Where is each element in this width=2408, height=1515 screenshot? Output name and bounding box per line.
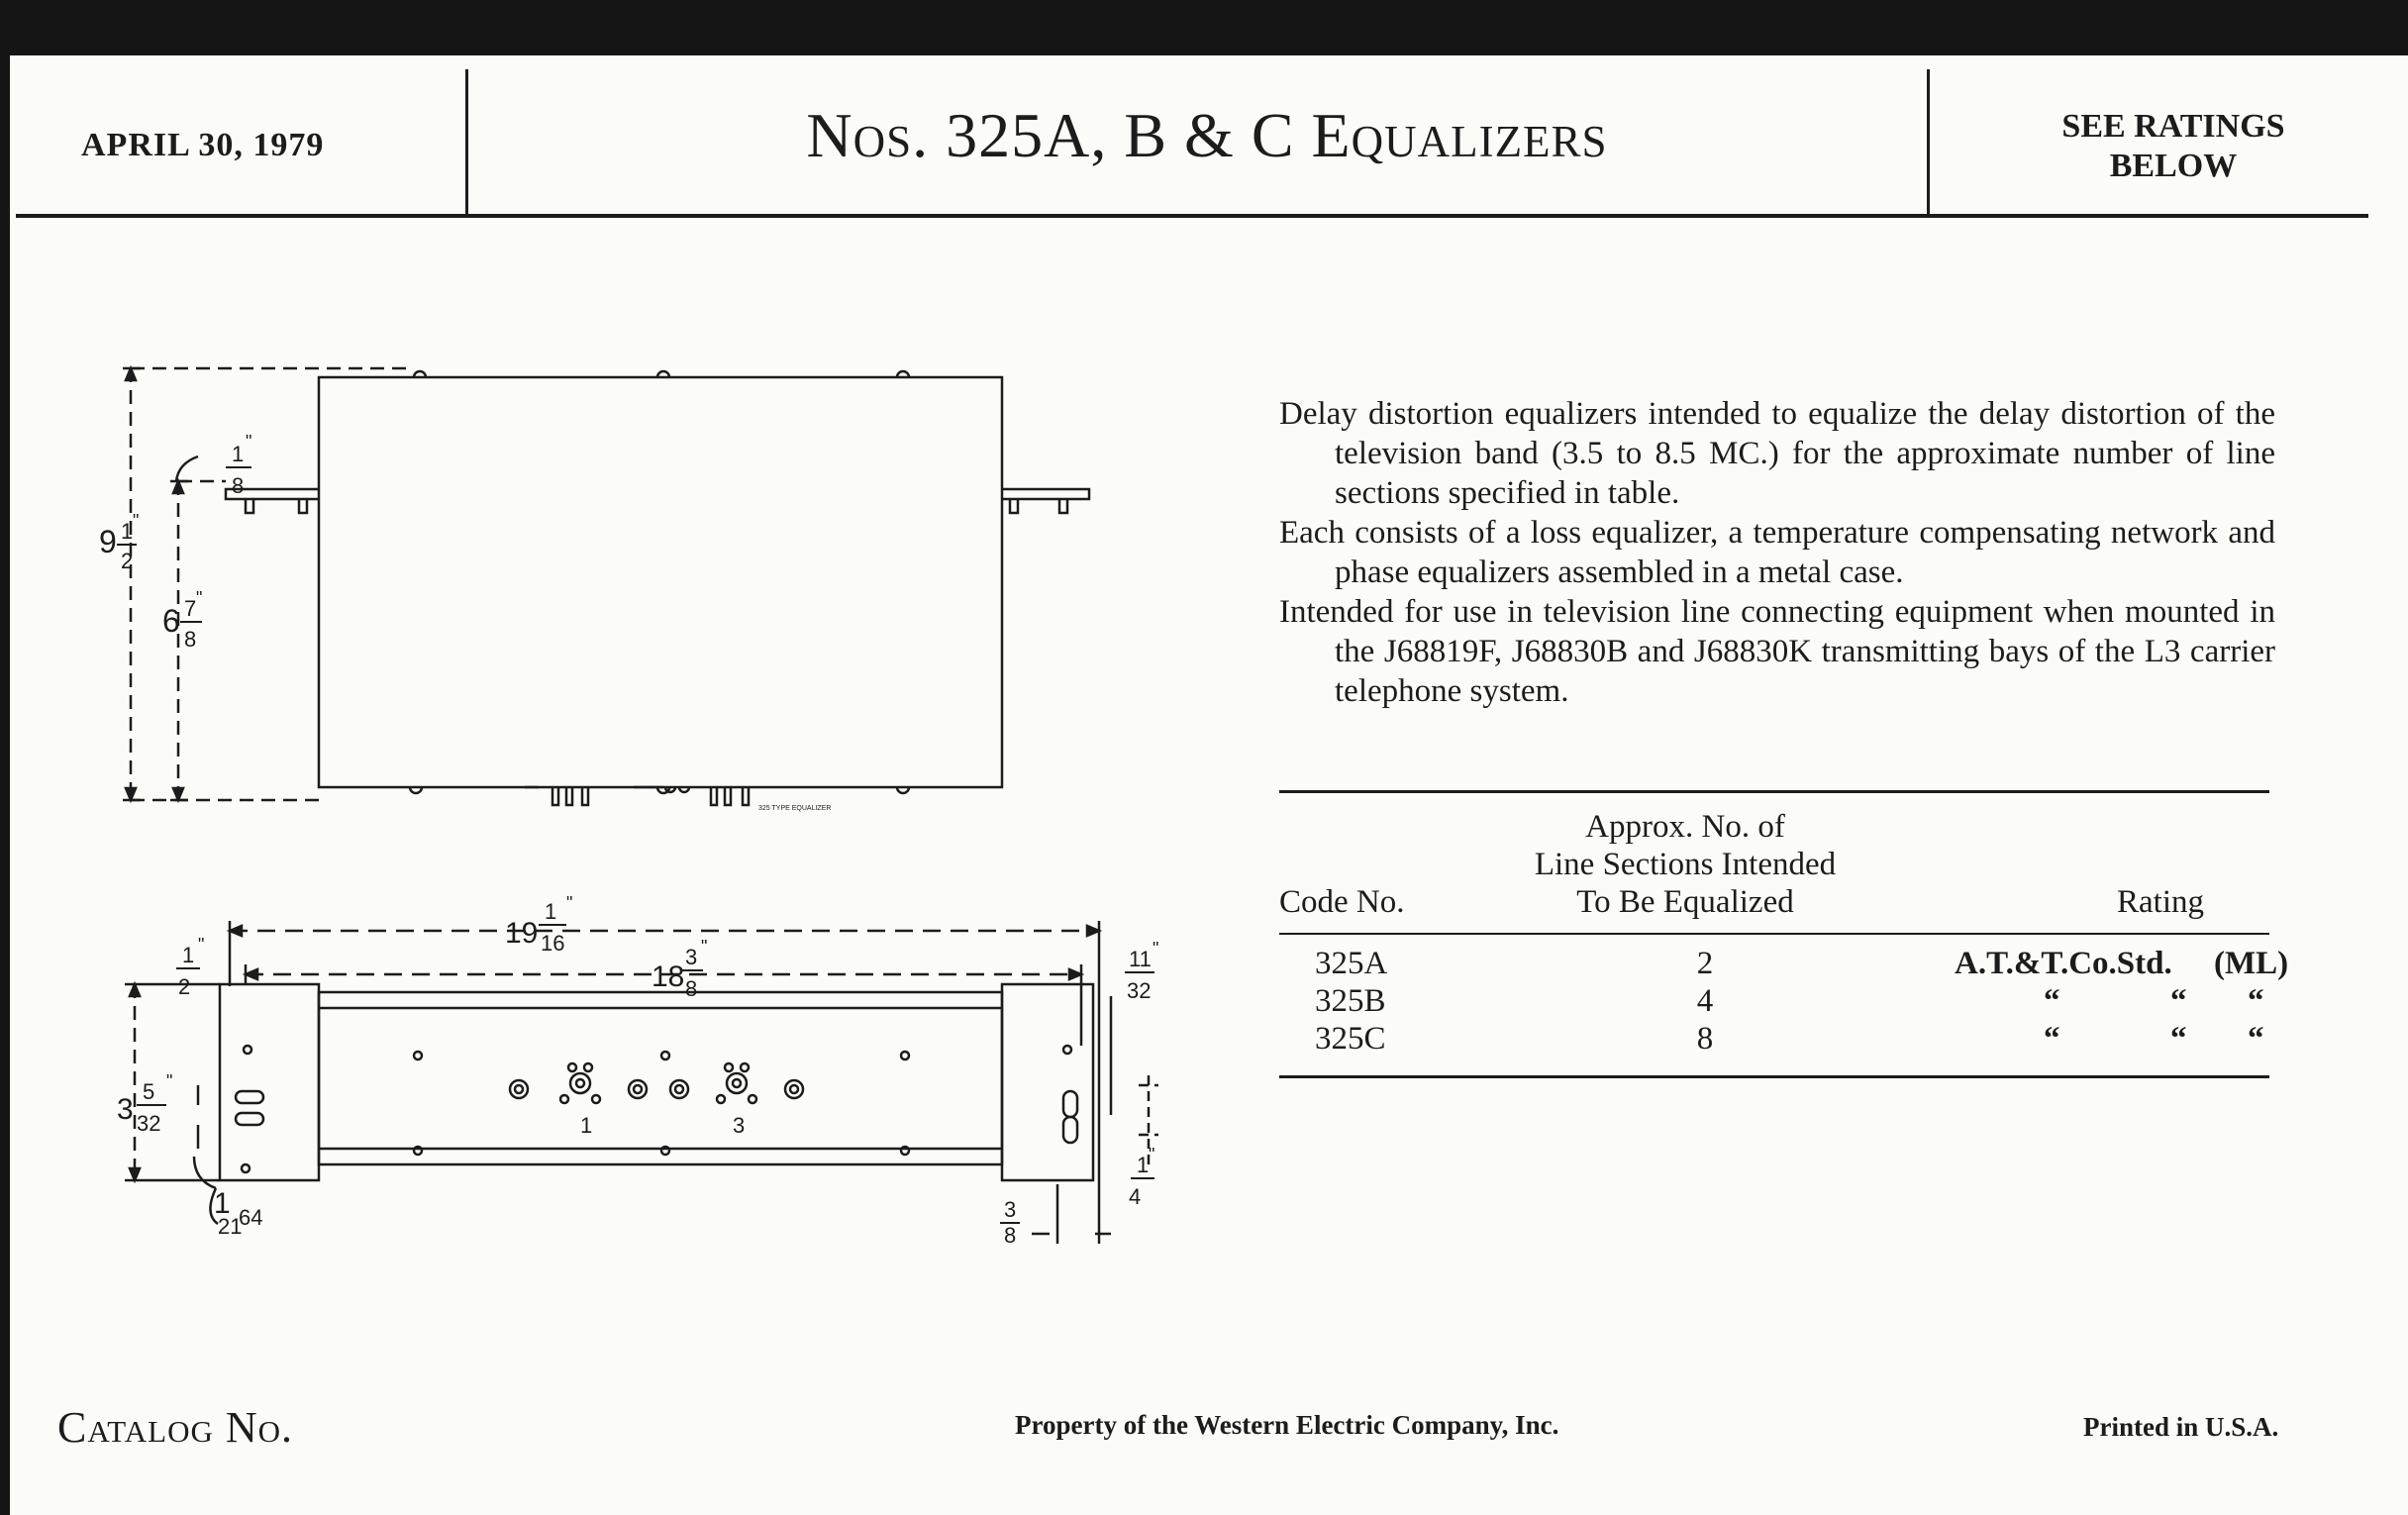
table-bottom-rule bbox=[1279, 1075, 2269, 1078]
row-325c-sections: 8 bbox=[1696, 1021, 1714, 1057]
dim-height-body-whole: 6 bbox=[162, 603, 180, 639]
dim-ear-num: 3 bbox=[1000, 1198, 1020, 1224]
row-325b-sections: 4 bbox=[1696, 983, 1714, 1019]
row-325b-ditto: “ bbox=[2248, 983, 2264, 1019]
page-title: Nos. 325A, B & C Equalizers bbox=[806, 100, 1608, 170]
right-mounting-flange bbox=[1002, 489, 1089, 499]
row-325b-code: 325B bbox=[1315, 983, 1386, 1019]
row-325b-ditto: “ bbox=[2044, 983, 2060, 1019]
dim-overall-width-whole: 19 bbox=[505, 917, 539, 950]
dim-ear-den: 8 bbox=[1004, 1223, 1017, 1248]
ratings-note-line2: BELOW bbox=[2109, 148, 2238, 184]
dim-top-offset-num: 1 bbox=[232, 442, 245, 466]
equalizer-dimension-drawing bbox=[10, 55, 1228, 1239]
dim-left-offset-den: 2 bbox=[178, 974, 191, 999]
row-325b-ditto: “ bbox=[2170, 983, 2187, 1019]
dim-depth-den: 32 bbox=[137, 1111, 161, 1136]
row-325a-sections: 2 bbox=[1696, 946, 1714, 981]
ratings-note bbox=[1939, 107, 2408, 186]
dim-mount-width-num: 3 bbox=[685, 945, 698, 969]
inch-mark: " bbox=[246, 432, 252, 452]
dim-top-offset-den: 8 bbox=[232, 473, 245, 498]
plan-view-case bbox=[319, 992, 1002, 1164]
dim-overall-width-num: 1 bbox=[545, 899, 557, 924]
dim-height-body-den: 8 bbox=[184, 627, 197, 652]
dim-bracket-num: 21 bbox=[218, 1214, 243, 1239]
column-header-sections bbox=[1477, 808, 1893, 921]
dim-right-offset-den: 32 bbox=[1127, 978, 1152, 1003]
dim-height-total-num: 1 bbox=[121, 519, 134, 544]
dim-mount-width-den: 8 bbox=[685, 976, 698, 1001]
inch-mark: " bbox=[196, 588, 203, 608]
ratings-table bbox=[1279, 790, 2317, 1147]
description-paragraph: Intended for use in television line connecting equipment when mounted in the J68819F, J68830B and J68830K transmitting bays of the L3 carrier telephone system. bbox=[1279, 594, 2275, 709]
dim-bracket-label bbox=[214, 1180, 263, 1230]
dim-height-total-whole: 9 bbox=[99, 524, 117, 559]
column-header-code: Code No. bbox=[1279, 884, 1405, 920]
inch-mark: " bbox=[133, 511, 140, 531]
inch-mark: " bbox=[1153, 939, 1159, 959]
dim-depth-whole: 3 bbox=[117, 1093, 134, 1126]
dim-left-offset-num: 1 bbox=[182, 943, 195, 967]
row-325a-class: (ML) bbox=[2214, 946, 2289, 981]
header-sections-line2: Line Sections Intended bbox=[1534, 847, 1837, 882]
dim-mount-width-whole: 18 bbox=[652, 960, 685, 993]
header-sections-line3: To Be Equalized bbox=[1576, 884, 1794, 920]
dim-bracket-whole: 1 bbox=[214, 1186, 231, 1220]
dim-overall-width-den: 16 bbox=[541, 931, 565, 956]
catalog-card bbox=[10, 55, 2408, 1515]
ratings-note-line1: SEE RATINGS bbox=[2061, 108, 2285, 145]
inch-mark: " bbox=[1149, 1145, 1155, 1164]
dim-bracket-den: 64 bbox=[239, 1205, 263, 1230]
row-325c-ditto: “ bbox=[2248, 1021, 2264, 1057]
issue-date: APRIL 30, 1979 bbox=[81, 127, 325, 163]
case-stamp: 325 TYPE EQUALIZER bbox=[758, 805, 832, 812]
property-notice: Property of the Western Electric Company, Inc. bbox=[1015, 1410, 1559, 1440]
inch-mark: " bbox=[166, 1071, 173, 1091]
inch-mark: " bbox=[198, 935, 205, 955]
row-325c-ditto: “ bbox=[2170, 1021, 2187, 1057]
plan-right-bracket bbox=[1002, 984, 1093, 1180]
front-view-case bbox=[319, 377, 1002, 787]
table-header-rule bbox=[1279, 933, 2269, 935]
catalog-number-label: Catalog No. bbox=[57, 1403, 294, 1452]
row-325a-rating: A.T.&T.Co.Std. bbox=[1955, 946, 2172, 981]
printed-in-notice: Printed in U.S.A. bbox=[2083, 1412, 2279, 1442]
table-top-rule bbox=[1279, 790, 2269, 793]
column-header-rating: Rating bbox=[2117, 884, 2204, 920]
dim-height-body-num: 7 bbox=[184, 596, 197, 621]
dim-height-total-den: 2 bbox=[121, 549, 134, 573]
jack-group bbox=[236, 1046, 1077, 1172]
description-paragraph: Delay distortion equalizers intended to equalize the delay distortion of the television band (3.5 to 8.5 MC.) for the approximate number of line sections specified in table. bbox=[1279, 396, 2275, 511]
inch-mark: " bbox=[701, 937, 708, 957]
description-paragraph: Each consists of a loss equalizer, a temperature compensating network and phase equalizers assembled in a metal case. bbox=[1279, 515, 2275, 590]
row-325c-ditto: “ bbox=[2044, 1021, 2060, 1057]
dim-slot-den: 4 bbox=[1129, 1184, 1142, 1209]
dim-ear-label bbox=[1000, 1198, 1020, 1248]
jack-label-1: 1 bbox=[580, 1113, 593, 1138]
dim-depth-num: 5 bbox=[143, 1079, 155, 1104]
dim-right-offset-num: 11 bbox=[1129, 947, 1152, 971]
product-description bbox=[1279, 394, 2275, 711]
row-325a-code: 325A bbox=[1315, 946, 1388, 981]
inch-mark: " bbox=[566, 893, 573, 913]
dim-slot-num: 1 bbox=[1137, 1153, 1150, 1177]
jack-label-3: 3 bbox=[733, 1113, 746, 1138]
row-325c-code: 325C bbox=[1315, 1021, 1386, 1057]
plan-left-bracket bbox=[220, 984, 319, 1180]
header-sections-line1: Approx. No. of bbox=[1585, 809, 1785, 845]
